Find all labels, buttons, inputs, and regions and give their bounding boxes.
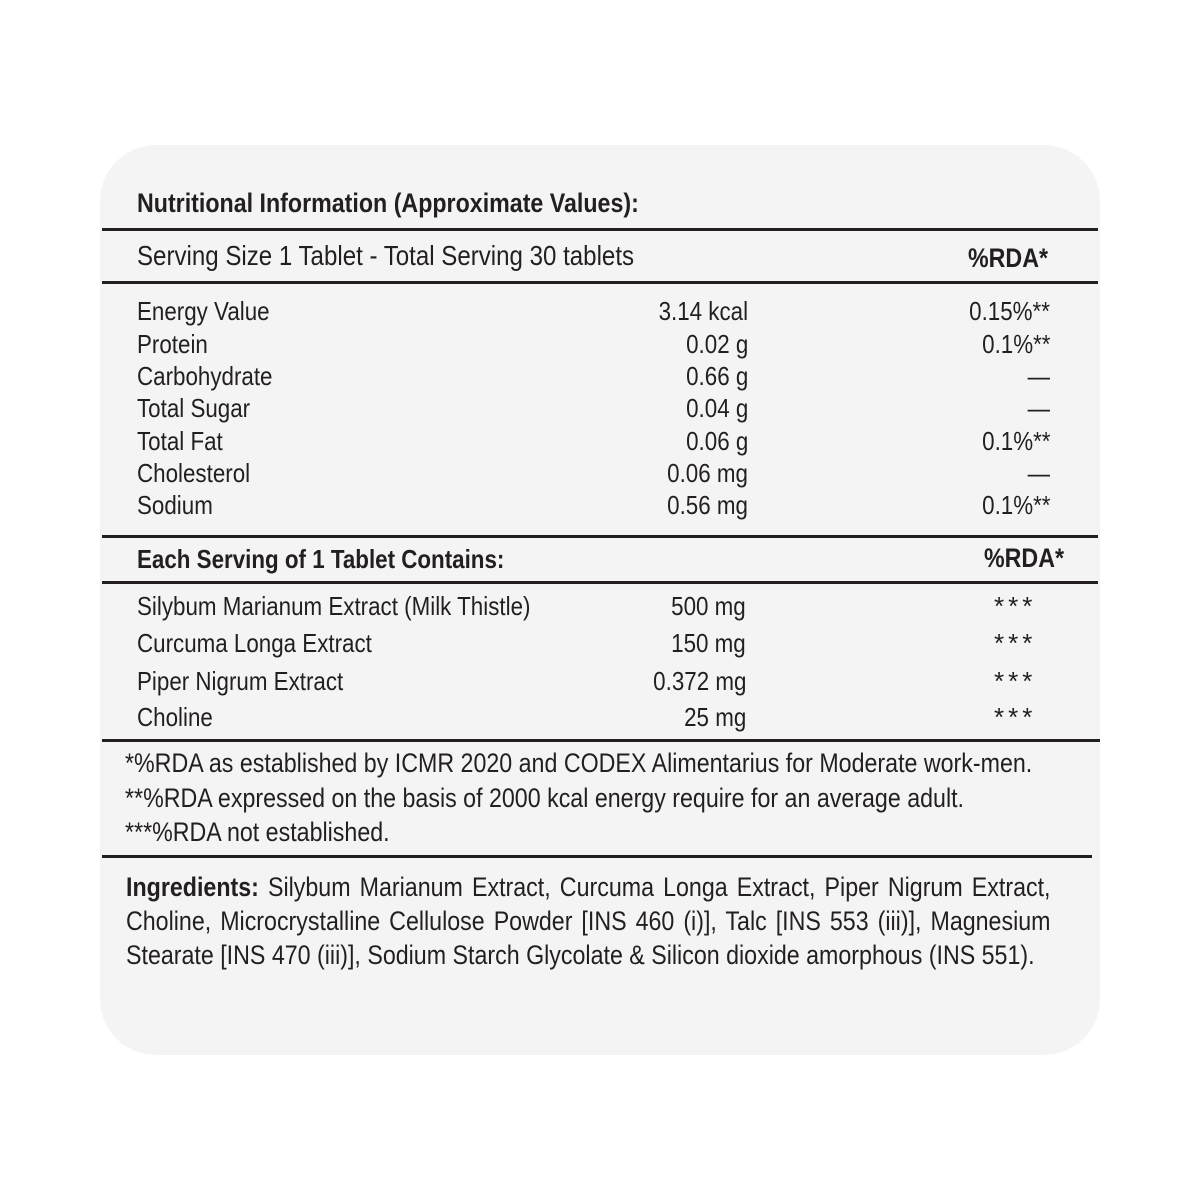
ingredients-block bbox=[126, 870, 1051, 972]
ingredient-amount: 150 mg bbox=[671, 628, 746, 658]
nutrition-row-sodium bbox=[0, 490, 1200, 522]
contains-row-curcuma bbox=[0, 628, 1200, 662]
nutrition-row-cholesterol bbox=[0, 458, 1200, 490]
nutrition-row-total-fat bbox=[0, 426, 1200, 458]
contains-rda-header: %RDA* bbox=[984, 543, 1064, 573]
nutrient-amount: 0.56 mg bbox=[667, 490, 748, 520]
nutrient-amount: 3.14 kcal bbox=[658, 296, 748, 326]
footnote-3: ***%RDA not established. bbox=[125, 817, 390, 847]
rule-serving bbox=[102, 281, 1098, 284]
nutrient-amount: 0.04 g bbox=[685, 393, 748, 423]
nutrient-amount: 0.06 g bbox=[685, 426, 748, 456]
nutrient-label: Energy Value bbox=[137, 296, 270, 326]
nutrient-rda: 0.1%** bbox=[981, 490, 1050, 520]
nutrition-row-total-sugar bbox=[0, 393, 1200, 425]
nutrient-amount: 0.02 g bbox=[685, 329, 748, 359]
contains-row-piper bbox=[0, 666, 1200, 700]
nutrition-row-protein bbox=[0, 329, 1200, 361]
nutrient-label: Protein bbox=[137, 329, 208, 359]
nutrient-label: Cholesterol bbox=[137, 458, 251, 488]
rda-header: %RDA* bbox=[968, 243, 1048, 273]
ingredient-amount: 0.372 mg bbox=[652, 666, 746, 696]
nutrient-rda: 0.1%** bbox=[981, 329, 1050, 359]
ingredient-label: Silybum Marianum Extract (Milk Thistle) bbox=[137, 591, 531, 621]
ingredient-rda: *** bbox=[994, 702, 1037, 732]
nutrition-row-carbohydrate bbox=[0, 361, 1200, 393]
nutrient-label: Sodium bbox=[137, 490, 213, 520]
ingredients-text: Silybum Marianum Extract, Curcuma Longa Extract, Piper Nigrum Extract, Choline, Microcrystalline Cellulose Powder [INS 460 (i)], Talc [INS 553 (iii)], Magnesium Stearate [INS 470 (iii)], Sodium Starch Glycolate & Silicon dioxide amorphous (INS 551). bbox=[126, 872, 1051, 970]
footnote-2: **%RDA expressed on the basis of 2000 kcal energy require for an average adult. bbox=[125, 783, 965, 813]
footnote-1: *%RDA as established by ICMR 2020 and CODEX Alimentarius for Moderate work-men. bbox=[125, 748, 1033, 778]
ingredient-rda: *** bbox=[994, 591, 1037, 621]
ingredient-label: Choline bbox=[137, 702, 213, 732]
nutrient-label: Carbohydrate bbox=[137, 361, 273, 391]
nutrient-rda: 0.15%** bbox=[969, 296, 1050, 326]
ingredient-rda: *** bbox=[994, 666, 1037, 696]
nutrition-row-energy bbox=[0, 296, 1200, 328]
ingredient-rda: *** bbox=[994, 628, 1037, 658]
rule-ingredients-top bbox=[102, 855, 1092, 858]
serving-size: Serving Size 1 Tablet - Total Serving 30 tablets bbox=[137, 240, 635, 271]
nutrient-rda: 0.1%** bbox=[981, 426, 1050, 456]
nutrition-title: Nutritional Information (Approximate Values): bbox=[137, 188, 639, 218]
nutrient-label: Total Fat bbox=[137, 426, 223, 456]
contains-header: Each Serving of 1 Tablet Contains: bbox=[137, 544, 505, 574]
ingredient-label: Piper Nigrum Extract bbox=[137, 666, 344, 696]
nutrient-amount: 0.66 g bbox=[685, 361, 748, 391]
nutrient-label: Total Sugar bbox=[137, 393, 251, 423]
nutrient-rda: — bbox=[1027, 361, 1050, 391]
rule-footnotes-top bbox=[102, 739, 1100, 742]
ingredients-label: Ingredients: bbox=[126, 872, 259, 902]
rule-contains-top bbox=[102, 535, 1098, 538]
nutrient-rda: — bbox=[1027, 458, 1050, 488]
nutrient-amount: 0.06 mg bbox=[667, 458, 748, 488]
nutrient-rda: — bbox=[1027, 393, 1050, 423]
ingredient-amount: 500 mg bbox=[671, 591, 746, 621]
contains-row-choline bbox=[0, 702, 1200, 736]
ingredient-amount: 25 mg bbox=[683, 702, 746, 732]
rule-top bbox=[102, 228, 1098, 231]
rule-contains-bottom bbox=[102, 581, 1098, 584]
ingredient-label: Curcuma Longa Extract bbox=[137, 628, 372, 658]
contains-row-silybum bbox=[0, 591, 1200, 625]
